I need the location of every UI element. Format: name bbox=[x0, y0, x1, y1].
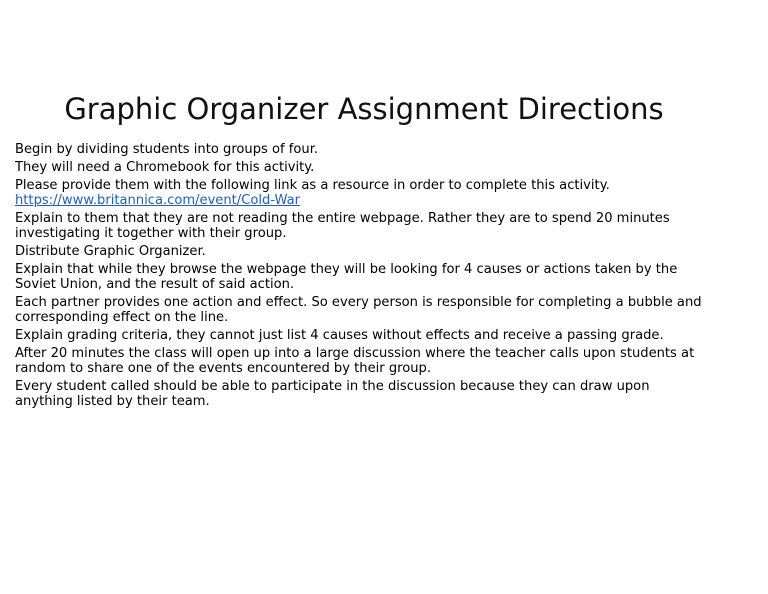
directions-body bbox=[15, 142, 705, 412]
britannica-link[interactable]: https://www.britannica.com/event/Cold-War bbox=[15, 193, 301, 208]
direction-partner: Each partner provides one action and effect. So every person is responsible for completing a bubble and corresponding effect on the line. bbox=[15, 295, 702, 325]
direction-groups: Begin by dividing students into groups of four. bbox=[15, 142, 319, 157]
direction-link-block bbox=[15, 178, 705, 208]
direction-participate: Every student called should be able to participate in the discussion because they can draw upon anything listed by their team. bbox=[15, 379, 650, 409]
direction-distribute: Distribute Graphic Organizer. bbox=[15, 244, 206, 259]
direction-grading: Explain grading criteria, they cannot just list 4 causes without effects and receive a passing grade. bbox=[15, 328, 664, 343]
direction-investigate: Explain to them that they are not reading the entire webpage. Rather they are to spend 20 minutes investigating it together with their group. bbox=[15, 211, 670, 241]
direction-browse: Explain that while they browse the webpage they will be looking for 4 causes or actions taken by the Soviet Union, and the result of said action. bbox=[15, 262, 678, 292]
slide-title: Graphic Organizer Assignment Directions bbox=[64, 92, 664, 126]
direction-link-intro: Please provide them with the following link as a resource in order to complete this activity. bbox=[15, 178, 610, 193]
direction-chromebook: They will need a Chromebook for this activity. bbox=[15, 160, 315, 175]
direction-discussion: After 20 minutes the class will open up into a large discussion where the teacher calls upon students at random to share one of the events encountered by their group. bbox=[15, 346, 695, 376]
